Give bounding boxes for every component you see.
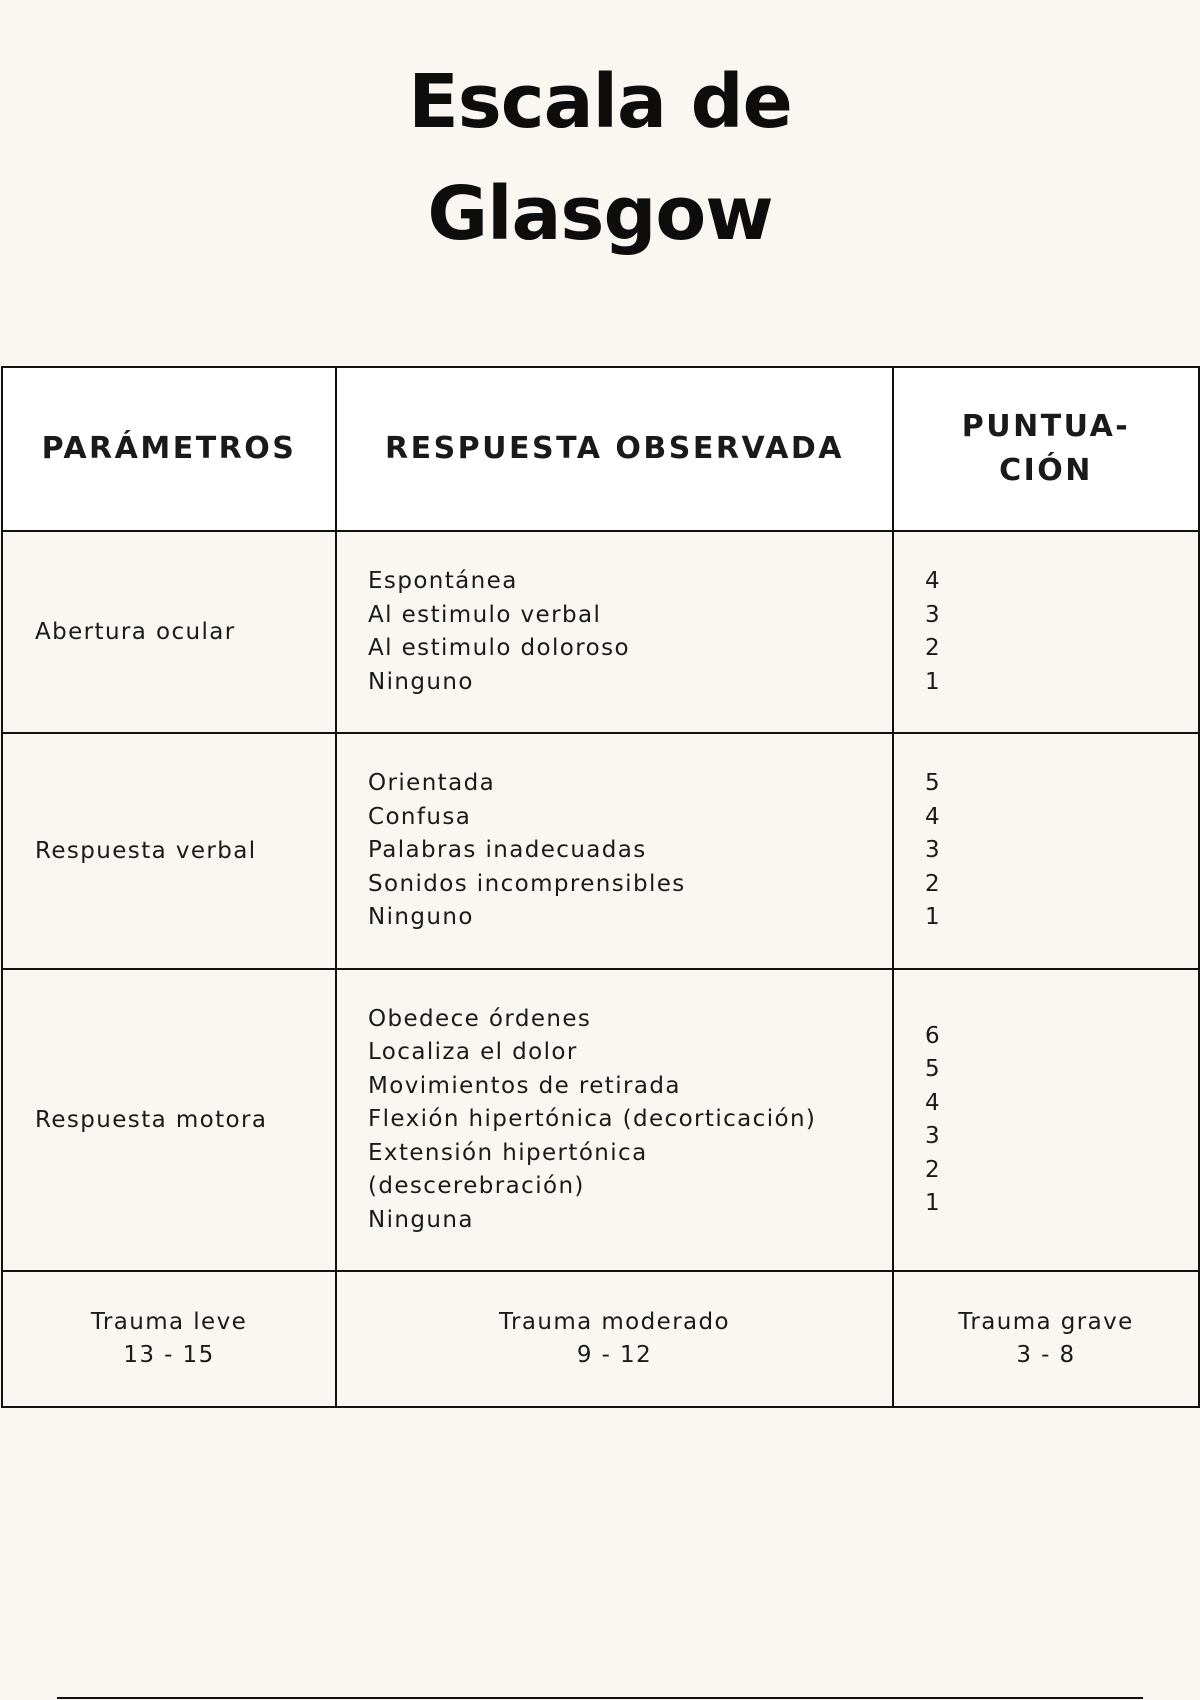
trauma-range: 13 - 15	[123, 1342, 215, 1368]
trauma-moderado-cell	[336, 1271, 893, 1407]
responses-cell	[336, 531, 893, 733]
response-item: Al estimulo verbal	[368, 601, 602, 628]
score-item: 1	[925, 668, 942, 695]
score-item: 4	[925, 803, 942, 830]
table-row-abertura-ocular	[2, 531, 1199, 733]
score-item: 2	[925, 870, 942, 897]
response-item: Movimientos de retirada	[368, 1072, 681, 1099]
response-item: Obedece órdenes	[368, 1005, 592, 1032]
title-line-1: Escala de	[408, 59, 792, 145]
trauma-leve-cell	[2, 1271, 336, 1407]
table-row-trauma-classification	[2, 1271, 1199, 1407]
response-item: Ninguno	[368, 904, 474, 931]
parameter-cell: Abertura ocular	[2, 531, 336, 733]
responses-cell	[336, 969, 893, 1271]
score-item: 2	[925, 1156, 942, 1183]
table-row-respuesta-verbal	[2, 733, 1199, 969]
parameter-cell: Respuesta verbal	[2, 733, 336, 969]
glasgow-scale-table	[1, 366, 1200, 1408]
score-item: 1	[925, 904, 942, 931]
bottom-divider	[57, 1697, 1143, 1699]
response-item: Orientada	[368, 770, 496, 797]
scores-cell	[893, 733, 1199, 969]
score-item: 3	[925, 601, 942, 628]
score-item: 4	[925, 568, 942, 594]
responses-cell	[336, 733, 893, 969]
header-parametros: PARÁMETROS	[2, 367, 336, 531]
header-respuesta-observada: RESPUESTA OBSERVADA	[336, 367, 893, 531]
response-item: Flexión hipertónica (decorticación)	[368, 1106, 817, 1133]
header-puntuacion-line-1: PUNTUA-	[961, 409, 1131, 444]
score-item: 6	[925, 1022, 942, 1049]
response-item: (descerebración)	[368, 1173, 585, 1200]
score-item: 1	[925, 1190, 942, 1216]
score-item: 3	[925, 1123, 942, 1149]
response-item: Extensión hipertónica	[368, 1139, 648, 1166]
scores-cell	[893, 531, 1199, 733]
response-item: Ninguno	[368, 668, 474, 695]
response-item: Al estimulo doloroso	[368, 635, 630, 661]
response-item: Confusa	[368, 803, 472, 830]
response-item: Palabras inadecuadas	[368, 837, 647, 864]
score-item: 5	[925, 770, 942, 797]
score-item: 2	[925, 635, 942, 661]
header-puntuacion-line-2: CIÓN	[999, 453, 1093, 488]
score-item: 3	[925, 837, 942, 864]
table-header-row	[2, 367, 1199, 531]
trauma-grave-cell	[893, 1271, 1199, 1407]
trauma-label: Trauma grave	[958, 1309, 1134, 1335]
score-item: 5	[925, 1056, 942, 1082]
header-puntuacion	[893, 367, 1199, 531]
score-item: 4	[925, 1089, 942, 1116]
trauma-label: Trauma leve	[90, 1309, 248, 1335]
response-item: Localiza el dolor	[368, 1039, 578, 1066]
response-item: Sonidos incomprensibles	[368, 870, 686, 897]
title-line-2: Glasgow	[427, 171, 773, 257]
response-item: Ninguna	[368, 1206, 474, 1233]
response-item: Espontánea	[368, 568, 518, 594]
page-title	[0, 46, 1200, 270]
scores-cell	[893, 969, 1199, 1271]
parameter-cell: Respuesta motora	[2, 969, 336, 1271]
table-row-respuesta-motora	[2, 969, 1199, 1271]
trauma-label: Trauma moderado	[498, 1309, 731, 1335]
trauma-range: 9 - 12	[576, 1342, 653, 1368]
trauma-range: 3 - 8	[1016, 1342, 1076, 1368]
